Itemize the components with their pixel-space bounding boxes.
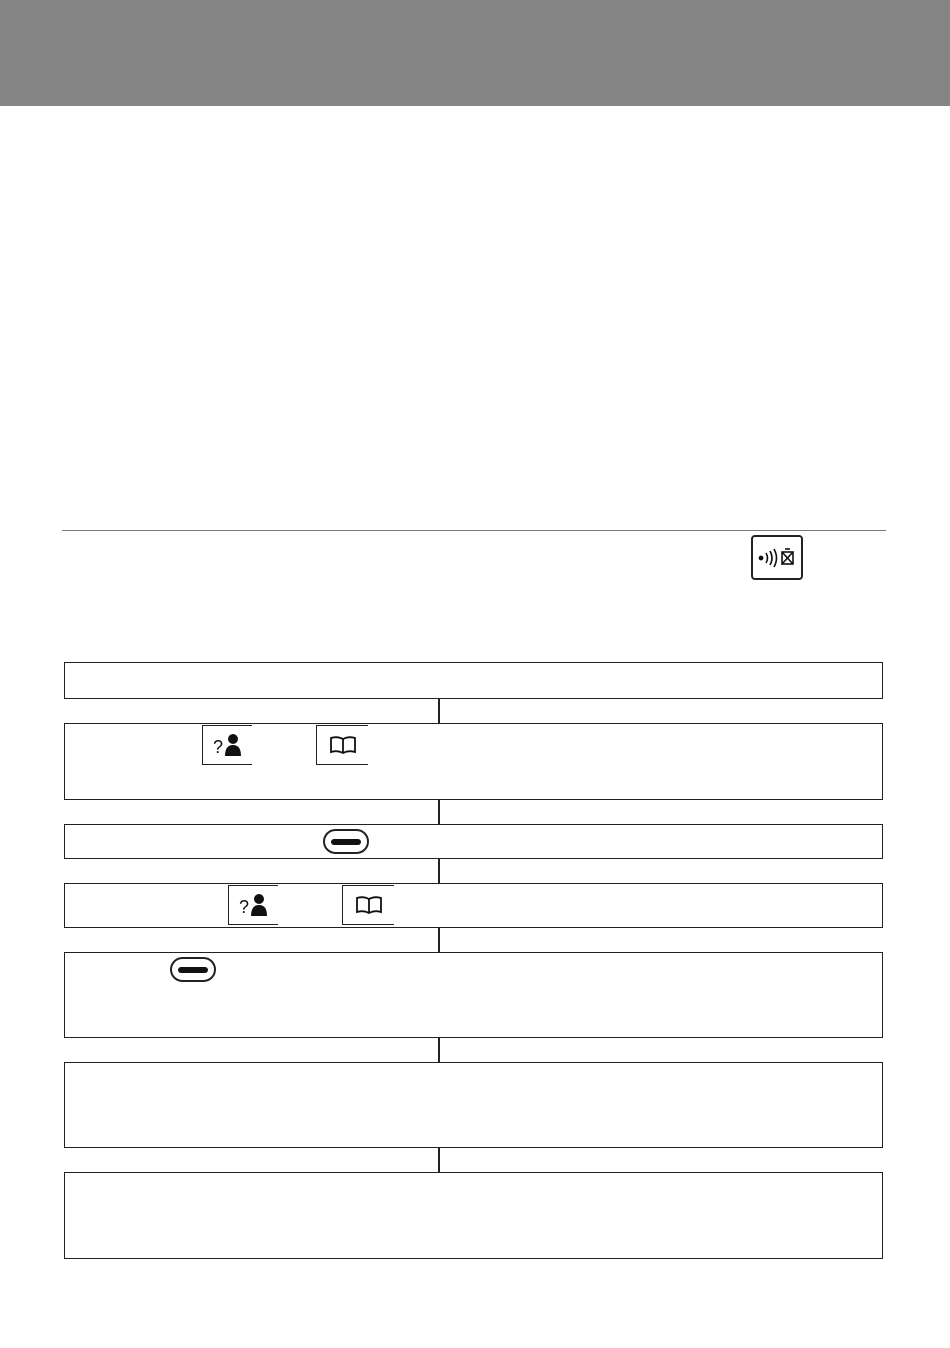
svg-text:?: ? [238, 897, 249, 917]
flow-connector [438, 800, 440, 824]
flow-connector [438, 928, 440, 952]
flow-step-7 [64, 1172, 883, 1259]
flow-connector [438, 859, 440, 883]
svg-text:?: ? [212, 737, 223, 757]
phonebook-icon [355, 895, 383, 915]
contact-query-key [202, 725, 252, 765]
flow-connector [438, 1038, 440, 1062]
contact-query-icon [238, 892, 270, 918]
flow-step-3 [64, 824, 883, 859]
flow-step-1 [64, 662, 883, 699]
flow-connector [438, 699, 440, 723]
phonebook-icon [329, 735, 357, 755]
menu-key-icon [323, 829, 369, 854]
header-bar [0, 0, 950, 106]
flow-step-2 [64, 723, 883, 800]
contact-query-icon [212, 732, 244, 758]
flow-step-6 [64, 1062, 883, 1148]
contact-query-key [228, 885, 278, 925]
flow-connector [438, 1148, 440, 1172]
signal-mute-key [751, 535, 803, 580]
section-divider [62, 530, 886, 531]
signal-mute-icon [756, 547, 798, 569]
flow-step-4 [64, 883, 883, 928]
phonebook-key [316, 725, 368, 765]
menu-key-icon [170, 957, 216, 982]
phonebook-key [342, 885, 394, 925]
